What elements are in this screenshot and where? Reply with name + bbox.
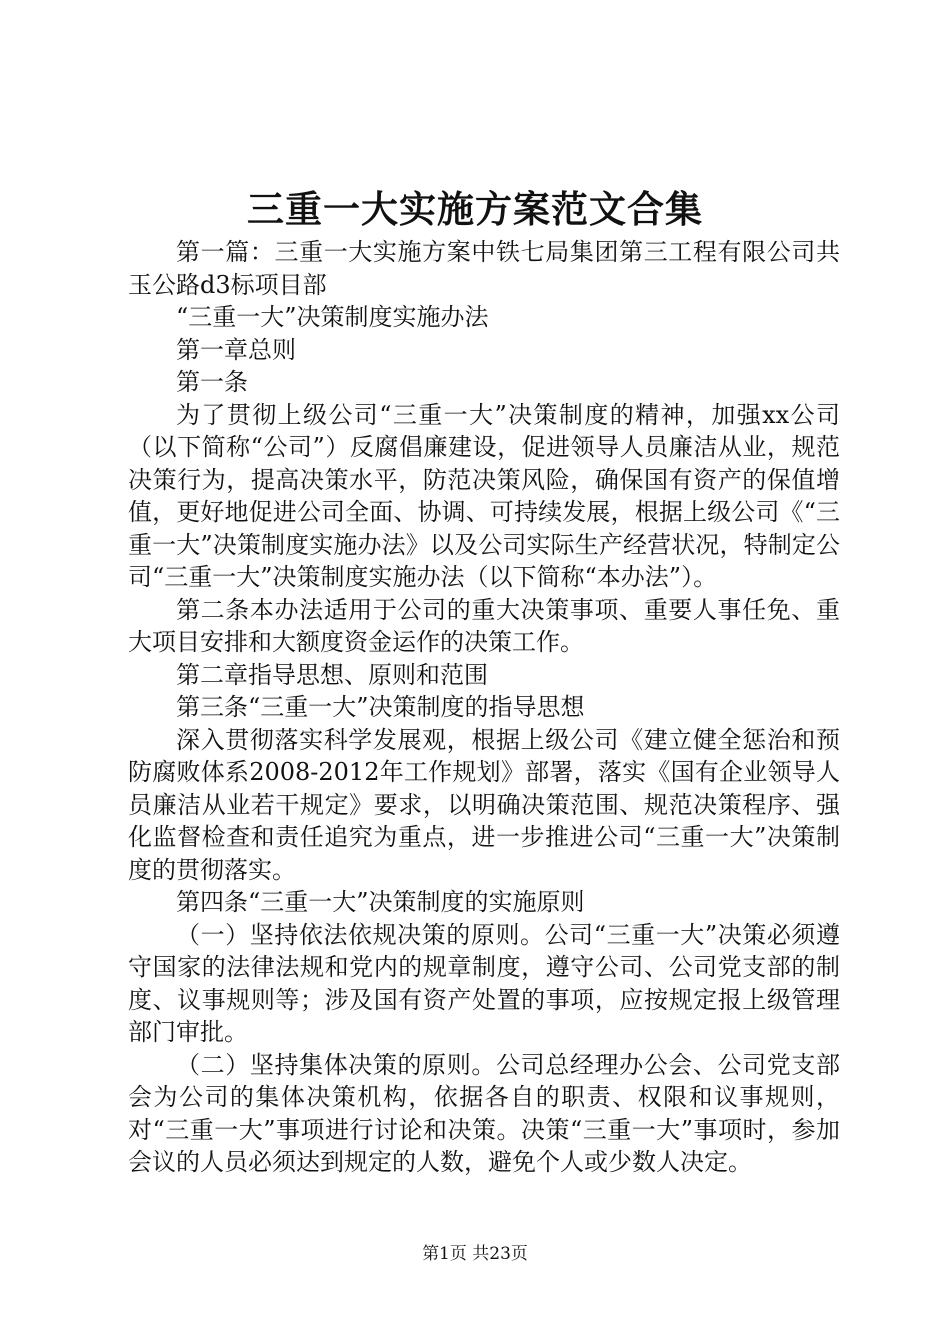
paragraph: 深入贯彻落实科学发展观，根据上级公司《建立健全惩治和预防腐败体系2008-2012年工作规划》部署，落实《国有企业领导人员廉洁从业若干规定》要求，以明确决策范围、规范决策程序、强化监督检查和责任追究为重点，进一步推进公司“三重一大”决策制度的贯彻落实。 — [128, 725, 840, 884]
paragraph: 为了贯彻上级公司“三重一大”决策制度的精神，加强xx公司（以下简称“公司”）反腐倡廉建设，促进领导人员廉洁从业，规范决策行为，提高决策水平，防范决策风险，确保国有资产的保值增值，更好地促进公司全面、协调、可持续发展，根据上级公司《“三重一大”决策制度实施办法》以及公司实际生产经营状况，特制定公司“三重一大”决策制度实施办法（以下简称“本办法”）。 — [128, 400, 840, 591]
paragraph: （一）坚持依法依规决策的原则。公司“三重一大”决策必须遵守国家的法律法规和党内的规章制度，遵守公司、公司党支部的制度、议事规则等；涉及国有资产处置的事项，应按规定报上级管理部门审批。 — [128, 920, 840, 1046]
paragraph: （二）坚持集体决策的原则。公司总经理办公会、公司党支部会为公司的集体决策机构，依据各自的职责、权限和议事规则，对“三重一大”事项进行讨论和决策。决策“三重一大”事项时，参加会议的人员必须达到规定的人数，避免个人或少数人决定。 — [128, 1050, 840, 1176]
paragraph: 第一篇：三重一大实施方案中铁七局集团第三工程有限公司共玉公路d3标项目部 — [128, 238, 840, 299]
paragraph: 第一条 — [176, 368, 248, 396]
paragraph: 第二章指导思想、原则和范围 — [176, 660, 488, 689]
paragraph: 第二条本办法适用于公司的重大决策事项、重要人事任免、重大项目安排和大额度资金运作的决策工作。 — [128, 595, 840, 656]
document-title: 三重一大实施方案范文合集 — [247, 187, 703, 231]
paragraph: 第一章总则 — [176, 335, 296, 364]
paragraph: “三重一大”决策制度实施办法 — [176, 303, 489, 331]
page-footer: 第1页 共23页 — [422, 1244, 528, 1264]
document-body — [128, 236, 840, 1179]
paragraph: 第四条“三重一大”决策制度的实施原则 — [176, 888, 585, 916]
paragraph: 第三条“三重一大”决策制度的指导思想 — [176, 693, 585, 721]
